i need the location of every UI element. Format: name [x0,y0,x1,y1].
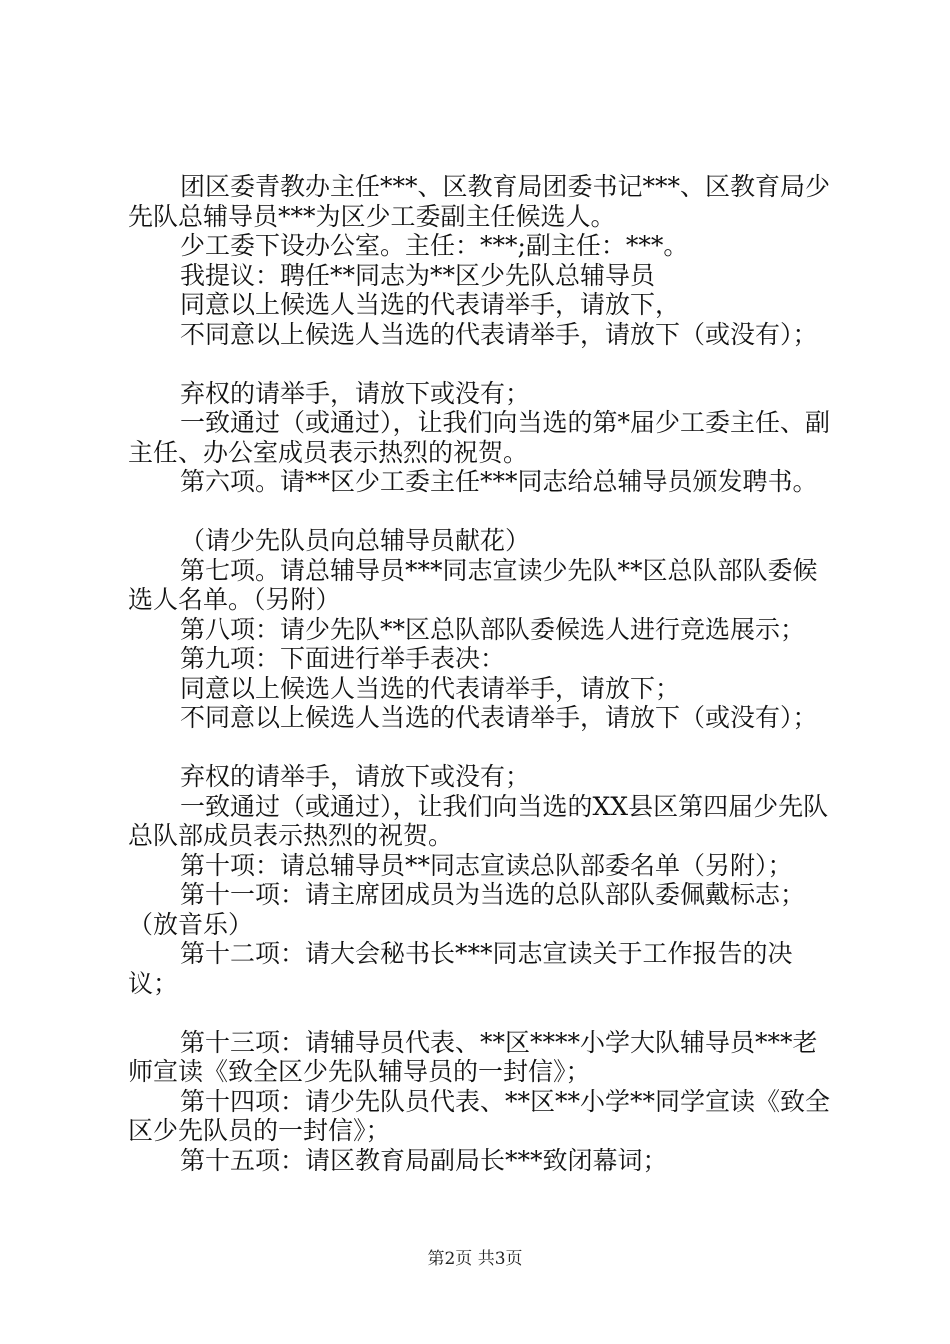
paragraph: 第十五项：请区教育局副局长***致闭幕词； [180,1145,668,1175]
paragraph: 第九项：下面进行举手表决： [180,644,506,673]
paragraph: 弃权的请举手，请放下或没有； [180,378,531,408]
paragraph: 第六项。请**区少工委主任***同志给总辅导员颁发聘书。 [180,467,818,496]
paragraph: 第十四项：请少先队员代表、**区**小学**同学宣读《致全区少先队员的一封信》； [128,1086,831,1145]
blank-line [128,733,840,763]
paragraph: 第十一项：请主席团成员为当选的总队部队委佩戴标志；（放音乐） [128,880,806,939]
paragraph: 一致通过（或通过），让我们向当选的XX县区第四届少先队总队部成员表示热烈的祝贺。 [128,791,829,850]
blank-line [128,497,840,527]
paragraph: 第七项。请总辅导员***同志宣读少先队**区总队部队委候选人名单。（另附） [128,555,818,614]
paragraph: 团区委青教办主任***、区教育局团委书记***、区教育局少先队总辅导员***为区少工委副主任候选人。 [128,172,831,231]
blank-line [128,349,840,379]
paragraph: 第八项：请少先队**区总队部队委候选人进行竞选展示； [180,614,806,644]
blank-line [128,998,840,1028]
paragraph: 同意以上候选人当选的代表请举手，请放下， [180,290,681,319]
paragraph: 第十项：请总辅导员**同志宣读总队部委名单（另附）； [180,850,793,880]
paragraph: 一致通过（或通过），让我们向当选的第*届少工委主任、副主任、办公室成员表示热烈的祝贺。 [128,408,831,467]
paragraph: 不同意以上候选人当选的代表请举手，请放下（或没有）； [180,319,818,349]
paragraph: 少工委下设办公室。主任：***;副主任：***。 [180,231,689,260]
paragraph: 同意以上候选人当选的代表请举手，请放下； [180,673,681,703]
paragraph: （请少先队员向总辅导员献花） [180,526,531,555]
paragraph: 弃权的请举手，请放下或没有； [180,762,531,791]
page-number: 第2页 共3页 [427,1249,523,1269]
paragraph: 我提议：聘任**同志为**区少先队总辅导员 [180,260,656,290]
document-body [128,172,840,1175]
paragraph: 不同意以上候选人当选的代表请举手，请放下（或没有）； [180,703,818,732]
paragraph: 第十二项：请大会秘书长***同志宣读关于工作报告的决议； [128,939,793,998]
paragraph: 第十三项：请辅导员代表、**区****小学大队辅导员***老师宣读《致全区少先队辅导员的一封信》； [128,1027,818,1086]
